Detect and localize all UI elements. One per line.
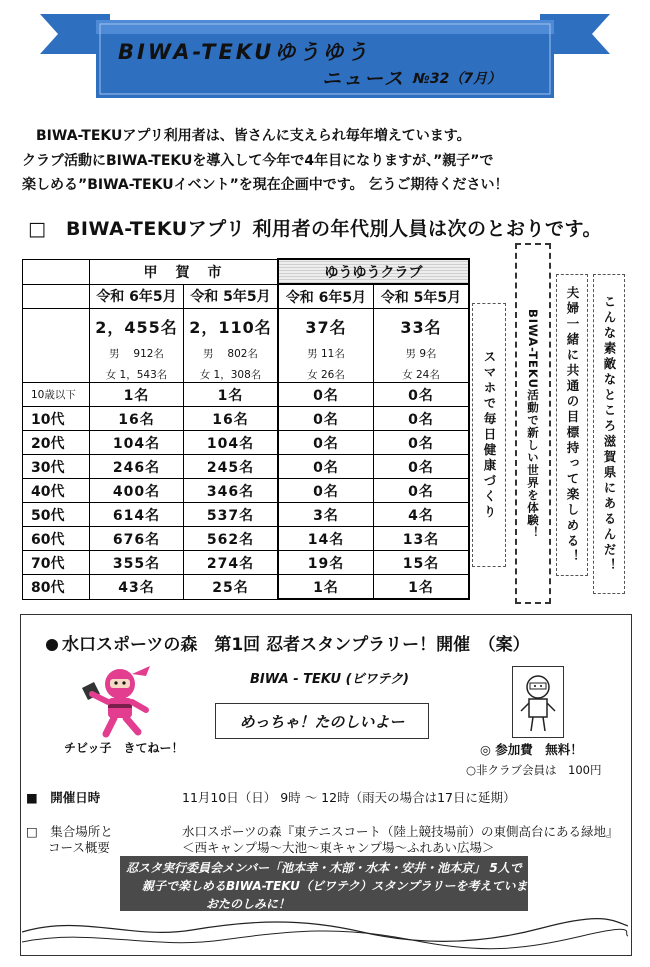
period-header: 令和 5年5月 [184,284,279,309]
age-label: 70代 [23,551,90,575]
bullet-icon [46,639,58,651]
male-count: 男 11名 [307,348,345,360]
ninja-boy-illustration [513,667,563,737]
age-label: 10代 [23,407,90,431]
section-heading-users: □ BIWA-TEKUアプリ 利用者の年代別人員は次のとおりです。 [28,218,602,240]
side-note-biwateku: BIWA-TEKU活動で新しい世界を体験！ [515,243,551,604]
count-cell: 1名 [184,383,279,407]
count-cell: 676名 [90,527,184,551]
table-period-row [23,284,470,309]
note-line: おたのしみに！ [206,897,291,911]
total-cell [184,309,279,383]
count-cell: 1名 [278,575,374,600]
venue-value: 水口スポーツの森『東テニスコート（陸上競技場前）の東側高台にある緑地』 [182,824,619,839]
total-value: 2，110名 [189,318,272,337]
newsletter-subtitle: ニュース [322,68,406,90]
table-corner-cell [23,259,90,284]
count-cell: 245名 [184,455,279,479]
note-line: 忍スタ実行委員会メンバー「池本幸・木部・水本・安井・池本京」 5人で [126,861,522,875]
female-count: 女 1，543名 [105,369,168,381]
count-cell: 0名 [278,407,374,431]
issue-number: №32（7月） [413,71,502,87]
count-cell: 400名 [90,479,184,503]
count-cell: 16名 [184,407,279,431]
event-title [46,630,530,655]
table-row [23,551,470,575]
wave-decoration [22,900,628,952]
users-by-age-table [22,258,470,600]
count-cell: 1名 [374,575,470,600]
count-cell: 0名 [374,455,470,479]
count-cell: 16名 [90,407,184,431]
period-header: 令和 5年5月 [374,284,470,309]
table-row [23,503,470,527]
table-row [23,479,470,503]
event-title-text: 水口スポーツの森 第1回 忍者スタンプラリー！開催 （案） [62,635,530,655]
total-value: 37名 [305,318,347,337]
ninja-boy-frame [512,666,564,738]
table-total-row [23,309,470,383]
venue-label: □ 集合場所と [26,824,113,839]
female-count: 女 24名 [402,369,440,381]
count-cell: 246名 [90,455,184,479]
table-row [23,407,470,431]
count-cell: 614名 [90,503,184,527]
count-cell: 0名 [278,455,374,479]
table-row [23,431,470,455]
count-cell: 0名 [374,383,470,407]
total-value: 33名 [400,318,442,337]
table-corner-cell [23,284,90,309]
count-cell: 19名 [278,551,374,575]
period-header: 令和 6年5月 [90,284,184,309]
count-cell: 25名 [184,575,279,600]
count-cell: 0名 [374,431,470,455]
fee-text: ◎ 参加費 無料！ [480,742,583,757]
female-count: 女 26名 [307,369,345,381]
count-cell: 0名 [278,383,374,407]
intro-line: BIWA-TEKUアプリ利用者は、皆さんに支えられ毎年増えています。 [36,128,471,144]
biwa-label: BIWA - TEKU (ビワテク) [250,672,409,687]
count-cell: 1名 [90,383,184,407]
male-count: 男 802名 [203,348,258,360]
male-count: 男 912名 [109,348,164,360]
count-cell: 537名 [184,503,279,527]
total-cell [90,309,184,383]
note-line: 親子で楽しめるBIWA-TEKU（ビワテク）スタンプラリーを考えています。 [142,879,551,893]
side-note-smartphone: スマホで毎日健康づくり [472,303,506,567]
count-cell: 0名 [374,479,470,503]
table-row [23,527,470,551]
total-value: 2，455名 [95,318,178,337]
count-cell: 346名 [184,479,279,503]
age-label: 50代 [23,503,90,527]
group-yuyu-header: ゆうゆうクラブ [278,259,469,284]
table-row [23,455,470,479]
age-label: 40代 [23,479,90,503]
newsletter-title: BIWA-TEKUゆうゆう [118,40,371,64]
chibi-caption: チビッ子 きてねー！ [64,741,184,755]
count-cell: 0名 [374,407,470,431]
date-value: 11月10日（日） 9時 ～ 12時（雨天の場合は17日に延期） [182,790,516,805]
date-label: ■ 開催日時 [26,790,101,805]
age-label: 60代 [23,527,90,551]
count-cell: 104名 [184,431,279,455]
table-row [23,575,470,600]
fee-note: ○非クラブ会員は 100円 [466,763,602,777]
total-cell [374,309,470,383]
table-group-header-row [23,259,470,284]
group-koka-header: 甲 賀 市 [90,259,279,284]
male-count: 男 9名 [405,348,437,360]
period-header: 令和 6年5月 [278,284,374,309]
count-cell: 0名 [278,431,374,455]
age-label: 20代 [23,431,90,455]
count-cell: 355名 [90,551,184,575]
venue-label: コース概要 [48,840,110,855]
count-cell: 274名 [184,551,279,575]
count-cell: 4名 [374,503,470,527]
side-note-couple: 夫婦一緒に共通の目標持って楽しめる！ [556,274,588,576]
total-cell [278,309,374,383]
count-cell: 14名 [278,527,374,551]
count-cell: 104名 [90,431,184,455]
age-label: 30代 [23,455,90,479]
count-cell: 3名 [278,503,374,527]
female-count: 女 1，308名 [199,369,262,381]
age-label: 10歳以下 [23,383,90,407]
intro-line: クラブ活動にBIWA-TEKUを導入して今年で4年目になりますが、”親子”で [22,152,494,169]
count-cell: 15名 [374,551,470,575]
intro-paragraph [22,124,632,198]
table-corner-cell [23,309,90,383]
count-cell: 562名 [184,527,279,551]
ninja-girl-illustration [72,660,168,738]
age-label: 80代 [23,575,90,600]
table-row [23,383,470,407]
count-cell: 0名 [278,479,374,503]
mecha-banner: めっちゃ！たのしいよー [215,703,429,739]
venue-value: ＜西キャンプ場～大池～東キャンプ場～ふれあい広場＞ [182,840,495,855]
side-note-shiga: こんな素敵なところ滋賀県にあるんだ！ [593,274,625,594]
count-cell: 13名 [374,527,470,551]
age-rows [23,383,470,600]
count-cell: 43名 [90,575,184,600]
intro-line: 楽しめる”BIWA-TEKUイベント”を現在企画中です。 乞うご期待ください！ [22,177,509,193]
